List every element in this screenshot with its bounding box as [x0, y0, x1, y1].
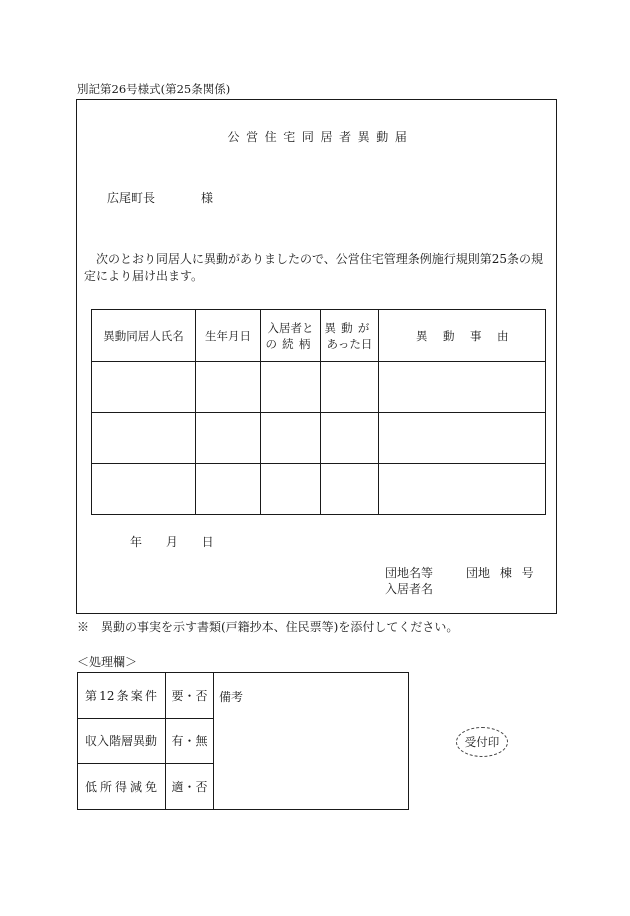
notification-form-frame [76, 99, 557, 614]
cell-cohabitant-name[interactable] [92, 362, 196, 413]
header-change-reason: 異動事由 [379, 310, 546, 362]
cell-relationship[interactable] [261, 413, 321, 464]
table-row [92, 413, 546, 464]
header-change-date-line2: あった日 [326, 336, 373, 351]
notification-body-text: 次のとおり同居人に異動がありましたので、公営住宅管理条例施行規則第25条の規定により届け出ます。 [84, 252, 544, 283]
cell-birthdate[interactable] [196, 464, 261, 515]
cell-change-reason[interactable] [379, 413, 546, 464]
processing-option-required[interactable]: 要・否 [166, 673, 214, 719]
cell-cohabitant-name[interactable] [92, 464, 196, 515]
header-cohabitant-name: 異動同居人氏名 [92, 310, 196, 362]
table-row [92, 464, 546, 515]
processing-option-presence[interactable]: 有・無 [166, 718, 214, 764]
processing-label-low-income: 低所得減免 [78, 764, 166, 810]
attachment-note: ※ 異動の事実を示す書類(戸籍抄本、住民票等)を添付してください。 [77, 620, 459, 634]
table-header-row [92, 310, 546, 362]
processing-row [78, 673, 409, 719]
header-change-date [321, 310, 379, 362]
table-row [92, 362, 546, 413]
resident-name-label: 入居者名 [385, 582, 434, 596]
cohabitant-change-table [91, 309, 546, 515]
addressee-honorific: 様 [201, 191, 214, 205]
cell-change-date[interactable] [321, 464, 379, 515]
cell-change-date[interactable] [321, 362, 379, 413]
form-title: 公営住宅同居者異動届 [227, 130, 414, 144]
reception-stamp-area: 受付印 [456, 727, 508, 757]
processing-section-heading: ＜処理欄＞ [77, 655, 138, 669]
submission-date[interactable]: 年 月 日 [130, 535, 214, 549]
cell-change-reason[interactable] [379, 464, 546, 515]
header-birthdate: 生年月日 [196, 310, 261, 362]
cell-birthdate[interactable] [196, 362, 261, 413]
processing-table [77, 672, 409, 810]
form-reference: 別記第26号様式(第25条関係) [77, 82, 231, 96]
header-relationship-line1: 入居者と [267, 320, 314, 335]
cell-cohabitant-name[interactable] [92, 413, 196, 464]
housing-complex-label: 団地名等 [385, 566, 434, 580]
cell-relationship[interactable] [261, 464, 321, 515]
addressee: 広尾町長 [107, 191, 156, 205]
cell-birthdate[interactable] [196, 413, 261, 464]
cell-relationship[interactable] [261, 362, 321, 413]
header-relationship-line2: の続柄 [265, 336, 316, 351]
processing-label-income-change: 収入階層異動 [78, 718, 166, 764]
complex-building-unit[interactable]: 団地 棟 号 [466, 566, 534, 580]
processing-option-applicable[interactable]: 適・否 [166, 764, 214, 810]
header-change-date-line1: 異動が [324, 320, 375, 335]
cell-change-date[interactable] [321, 413, 379, 464]
processing-notes[interactable]: 備考 [214, 673, 409, 810]
header-relationship [261, 310, 321, 362]
processing-label-article12: 第12条案件 [78, 673, 166, 719]
cell-change-reason[interactable] [379, 362, 546, 413]
